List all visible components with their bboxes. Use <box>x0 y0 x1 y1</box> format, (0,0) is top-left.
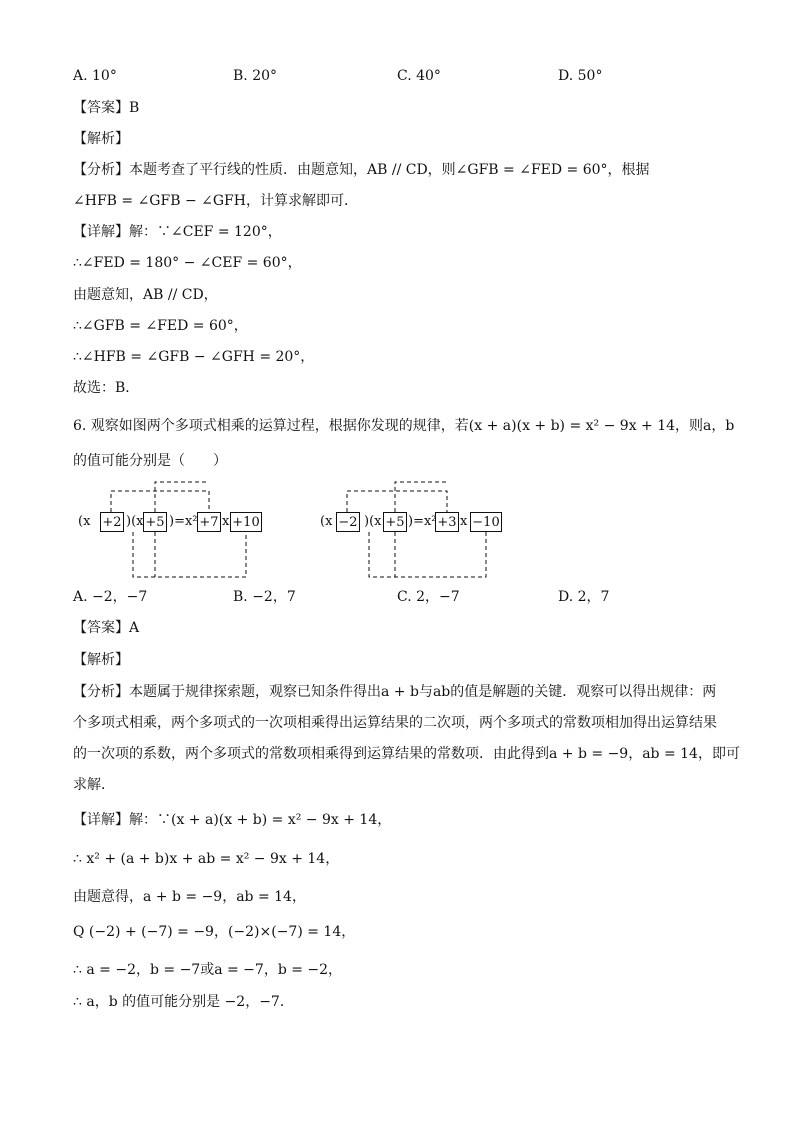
analysis-line: 【分析】本题属于规律探索题，观察已知条件得出a + b与ab的值是解题的关键．观察可以得出规律：两 <box>73 684 717 700</box>
solution-line: ∴ a = −2，b = −7或a = −7，b = −2， <box>73 962 343 978</box>
option-d: D. 50° <box>558 68 603 84</box>
analysis-line: 【分析】本题考查了平行线的性质．由题意知，AB // CD，则∠GFB = ∠FED = 60°，根据 <box>73 162 650 178</box>
expr-text: )=x² <box>408 514 437 529</box>
expr-text: x <box>460 514 468 529</box>
solution-line: 【详解】解：∵(x + a)(x + b) = x² − 9x + 14， <box>73 812 392 828</box>
constant-box: −10 <box>470 512 502 532</box>
expr-text: )=x² <box>169 514 198 529</box>
diagram-multiplication-1 <box>78 478 278 582</box>
constant-box: +5 <box>143 512 167 532</box>
answer-label: 【答案】A <box>73 620 140 636</box>
analysis-heading: 【解析】 <box>73 652 129 668</box>
option-d: D. 2，7 <box>558 589 610 605</box>
solution-line: ∴ x² + (a + b)x + ab = x² − 9x + 14， <box>73 851 340 867</box>
solution-line: ∴∠GFB = ∠FED = 60°， <box>73 318 248 334</box>
constant-box: −2 <box>336 512 360 532</box>
solution-line: ∴∠HFB = ∠GFB − ∠GFH = 20°， <box>73 349 315 365</box>
expr-text: )(x <box>126 514 144 529</box>
expr-text: (x <box>320 514 333 529</box>
solution-line: 由题意知，AB // CD， <box>73 287 218 303</box>
choice-line: 故选：B． <box>73 380 140 396</box>
constant-box: +10 <box>230 512 262 532</box>
question-stem: 6. 观察如图两个多项式相乘的运算过程，根据你发现的规律，若(x + a)(x + b) = x² − 9x + 14，则a，b <box>73 418 735 434</box>
conclusion-line: ∴ a，b 的值可能分别是 −2，−7． <box>73 994 294 1010</box>
option-c: C. 40° <box>397 68 441 84</box>
option-a: A. 10° <box>73 68 117 84</box>
option-a: A. −2，−7 <box>73 589 148 605</box>
diagram-multiplication-2 <box>320 478 520 582</box>
answer-label: 【答案】B <box>73 100 140 116</box>
option-c: C. 2，−7 <box>397 589 460 605</box>
option-b: B. −2，7 <box>233 589 296 605</box>
analysis-heading: 【解析】 <box>73 131 129 147</box>
solution-line: 【详解】解：∵∠CEF = 120°， <box>73 224 282 240</box>
option-b: B. 20° <box>233 68 278 84</box>
expr-text: )(x <box>364 514 382 529</box>
solution-line: 由题意得，a + b = −9，ab = 14， <box>73 889 306 905</box>
constant-box: +5 <box>383 512 407 532</box>
expr-text: x <box>222 514 230 529</box>
analysis-line: 个多项式相乘，两个多项式的一次项相乘得出运算结果的二次项，两个多项式的常数项相加得出运算结果 <box>73 715 717 731</box>
coefficient-box: +7 <box>197 512 221 532</box>
coefficient-box: +3 <box>435 512 459 532</box>
analysis-line: ∠HFB = ∠GFB − ∠GFH，计算求解即可． <box>73 193 358 209</box>
solution-line: ∴∠FED = 180° − ∠CEF = 60°， <box>73 255 302 271</box>
solution-line: Q (−2) + (−7) = −9，(−2)×(−7) = 14， <box>73 924 356 940</box>
analysis-line: 的一次项的系数，两个多项式的常数项相乘得到运算结果的常数项．由此得到a + b = −9，ab = 14，即可 <box>73 746 740 762</box>
analysis-line: 求解． <box>73 777 115 793</box>
expr-text: (x <box>78 514 91 529</box>
question-stem: 的值可能分别是（ ） <box>73 453 227 469</box>
constant-box: +2 <box>100 512 124 532</box>
